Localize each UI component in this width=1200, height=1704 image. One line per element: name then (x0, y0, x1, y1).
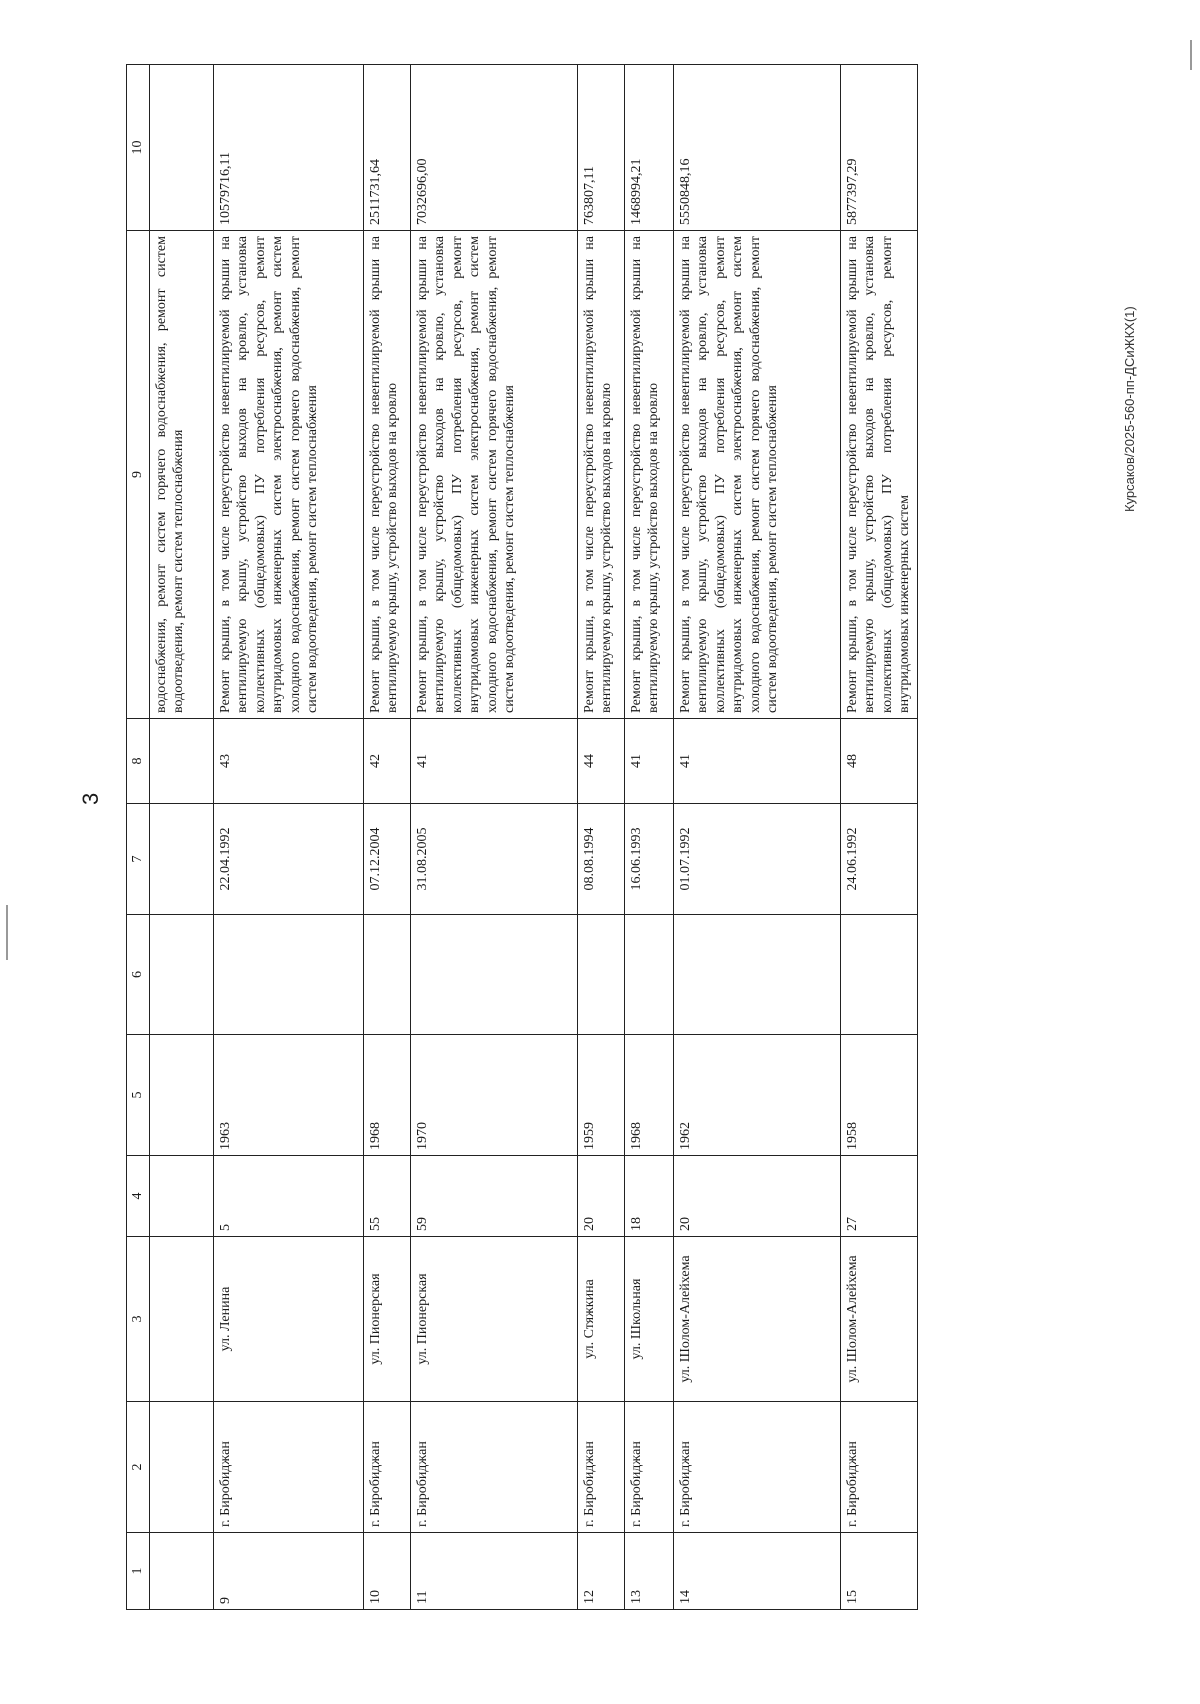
house-cell: 5 (213, 1156, 363, 1237)
house-cell: 59 (410, 1156, 577, 1237)
house-cell: 55 (363, 1156, 410, 1237)
cost-cell: 5877397,29 (840, 65, 917, 231)
col8-cell: 44 (577, 719, 624, 804)
cost-cell: 10579716,11 (213, 65, 363, 231)
date-cell: 01.07.1992 (673, 804, 840, 915)
date-cell: 31.08.2005 (410, 804, 577, 915)
street-cell: ул. Шолом-Алейхема (840, 1237, 917, 1402)
col-header-3: 3 (127, 1237, 150, 1402)
col-header-9: 9 (127, 231, 150, 719)
date-cell: 24.06.1992 (840, 804, 917, 915)
col-header-6: 6 (127, 915, 150, 1035)
date-cell: 07.12.2004 (363, 804, 410, 915)
col-header-8: 8 (127, 719, 150, 804)
col6-cell (840, 915, 917, 1035)
repair-program-table (126, 64, 918, 1610)
header-row (127, 65, 150, 1610)
house-cell: 20 (673, 1156, 840, 1237)
table-row (213, 65, 363, 1610)
table-row (363, 65, 410, 1610)
col8-cell: 48 (840, 719, 917, 804)
work-cell: Ремонт крыши, в том числе переустройство невентилируемой крыши на вентилируемую крышу, устройство выходов на кровлю, установка коллективных (общедомовых) ПУ потребления ресурсов, ремонт внутридомовых инженерных систем электроснабжения, ремонт систем холодного водоснабжения, ремонт систем горячего водоснабжения, ремонт систем водоотведения, ремонт систем теплоснабжения (673, 231, 840, 719)
city-cell: г. Биробиджан (840, 1402, 917, 1533)
street-cell: ул. Ленина (213, 1237, 363, 1402)
row-number: 10 (363, 1533, 410, 1610)
continuation-row (149, 65, 213, 1610)
col8-cell: 41 (624, 719, 673, 804)
row-number: 13 (624, 1533, 673, 1610)
table-row (577, 65, 624, 1610)
rotated-table-container (126, 65, 1081, 1610)
street-cell: ул. Шолом-Алейхема (673, 1237, 840, 1402)
year-cell: 1958 (840, 1035, 917, 1156)
table-row (410, 65, 577, 1610)
city-cell: г. Биробиджан (577, 1402, 624, 1533)
scan-mark (1190, 40, 1192, 70)
page-number: 3 (78, 792, 103, 805)
col8-cell: 43 (213, 719, 363, 804)
cost-cell: 5550848,16 (673, 65, 840, 231)
cost-cell: 763807,11 (577, 65, 624, 231)
col6-cell (624, 915, 673, 1035)
city-cell: г. Биробиджан (213, 1402, 363, 1533)
house-cell: 18 (624, 1156, 673, 1237)
year-cell: 1968 (624, 1035, 673, 1156)
col-header-1: 1 (127, 1533, 150, 1610)
year-cell: 1963 (213, 1035, 363, 1156)
date-cell: 22.04.1992 (213, 804, 363, 915)
col-header-5: 5 (127, 1035, 150, 1156)
row-number: 11 (410, 1533, 577, 1610)
work-cell: Ремонт крыши, в том числе переустройство невентилируемой крыши на вентилируемую крышу, устройство выходов на кровлю (577, 231, 624, 719)
street-cell: ул. Школьная (624, 1237, 673, 1402)
cost-cell: 1468994,21 (624, 65, 673, 231)
col-header-2: 2 (127, 1402, 150, 1533)
year-cell: 1962 (673, 1035, 840, 1156)
city-cell: г. Биробиджан (673, 1402, 840, 1533)
table-row (840, 65, 917, 1610)
date-cell: 16.06.1993 (624, 804, 673, 915)
street-cell: ул. Пионерская (410, 1237, 577, 1402)
work-cell: Ремонт крыши, в том числе переустройство невентилируемой крыши на вентилируемую крышу, устройство выходов на кровлю, установка коллективных (общедомовых) ПУ потребления ресурсов, ремонт внутридомовых инженерных систем электроснабжения, ремонт систем холодного водоснабжения, ремонт систем горячего водоснабжения, ремонт систем водоотведения, ремонт систем теплоснабжения (410, 231, 577, 719)
row-number: 15 (840, 1533, 917, 1610)
col6-cell (673, 915, 840, 1035)
col-header-4: 4 (127, 1156, 150, 1237)
row-number: 14 (673, 1533, 840, 1610)
col6-cell (363, 915, 410, 1035)
row-number: 9 (213, 1533, 363, 1610)
col-header-7: 7 (127, 804, 150, 915)
document-code: Курсаков/2025-560-пп-ДСиЖКХ(1) (1122, 306, 1137, 512)
cost-cell: 7032696,00 (410, 65, 577, 231)
continuation-work-cell: водоснабжения, ремонт систем горячего водоснабжения, ремонт систем водоотведения, ремонт систем теплоснабжения (149, 231, 213, 719)
date-cell: 08.08.1994 (577, 804, 624, 915)
col-header-10: 10 (127, 65, 150, 231)
year-cell: 1959 (577, 1035, 624, 1156)
city-cell: г. Биробиджан (363, 1402, 410, 1533)
city-cell: г. Биробиджан (410, 1402, 577, 1533)
house-cell: 20 (577, 1156, 624, 1237)
scan-mark (6, 905, 8, 960)
work-cell: Ремонт крыши, в том числе переустройство невентилируемой крыши на вентилируемую крышу, устройство выходов на кровлю (624, 231, 673, 719)
year-cell: 1970 (410, 1035, 577, 1156)
col6-cell (577, 915, 624, 1035)
table-row (624, 65, 673, 1610)
table-row (673, 65, 840, 1610)
house-cell: 27 (840, 1156, 917, 1237)
col8-cell: 41 (410, 719, 577, 804)
col8-cell: 42 (363, 719, 410, 804)
col8-cell: 41 (673, 719, 840, 804)
cost-cell: 2511731,64 (363, 65, 410, 231)
street-cell: ул. Стяжкина (577, 1237, 624, 1402)
work-cell: Ремонт крыши, в том числе переустройство невентилируемой крыши на вентилируемую крышу, устройство выходов на кровлю, установка коллективных (общедомовых) ПУ потребления ресурсов, ремонт внутридомовых инженерных систем электроснабжения, ремонт систем холодного водоснабжения, ремонт систем горячего водоснабжения, ремонт систем водоотведения, ремонт систем теплоснабжения (213, 231, 363, 719)
work-cell: Ремонт крыши, в том числе переустройство невентилируемой крыши на вентилируемую крышу, устройство выходов на кровлю, установка коллективных (общедомовых) ПУ потребления ресурсов, ремонт внутридомовых инженерных систем (840, 231, 917, 719)
city-cell: г. Биробиджан (624, 1402, 673, 1533)
col6-cell (410, 915, 577, 1035)
row-number: 12 (577, 1533, 624, 1610)
work-cell: Ремонт крыши, в том числе переустройство невентилируемой крыши на вентилируемую крышу, устройство выходов на кровлю (363, 231, 410, 719)
year-cell: 1968 (363, 1035, 410, 1156)
col6-cell (213, 915, 363, 1035)
street-cell: ул. Пионерская (363, 1237, 410, 1402)
